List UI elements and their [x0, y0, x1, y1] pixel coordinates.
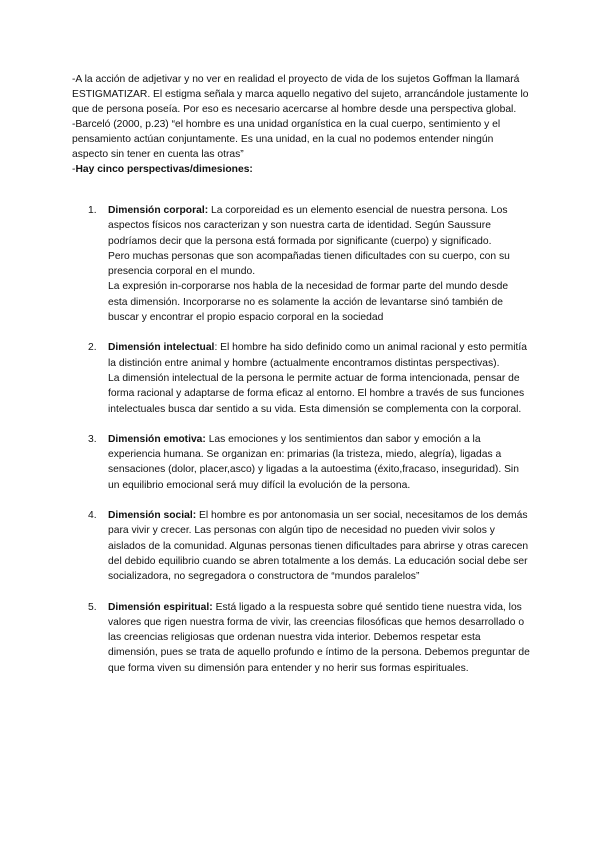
heading-dash: -	[72, 164, 76, 175]
dimension-paragraph	[108, 508, 530, 584]
dimension-text: Las emociones y los sentimientos dan sabor y emoción a la experiencia humana. Se organizan en: primarias (la tristeza, miedo, alegría), ligadas a sensaciones (dolor, placer,asco) y ligadas a la autoestima (éxito,fracaso, inseguridad). Sin un equilibrio emocional será muy difícil la evolución de la persona.	[108, 433, 519, 491]
dimension-title: Dimensión espiritual:	[108, 601, 213, 613]
dimension-paragraph	[108, 203, 530, 249]
dimension-paragraph	[108, 600, 530, 676]
dimension-paragraph	[108, 340, 530, 371]
dimension-text: El hombre es por antonomasia un ser social, necesitamos de los demás para vivir y crecer. Las personas con algún tipo de necesidad no pueden vivir solos y aislados de la comunidad. Algunas personas tienen dificultades para abrirse y otras carecen del debido equilibrio cuando se abren totalmente a los demás. La educación social debe ser socializadora, no segregadora o constructora de “mundos paralelos”	[108, 510, 529, 583]
dimension-extra-paragraph: Pero muchas personas que son acompañadas tienen dificultades con su cuerpo, con su presencia corporal en el mundo.	[108, 250, 510, 278]
dimensions-heading: Hay cinco perspectivas/dimesiones:	[75, 164, 253, 175]
list-item	[72, 508, 530, 584]
list-item	[72, 340, 530, 416]
list-number: 5.	[88, 601, 97, 613]
dimension-text: Está ligado a la respuesta sobre qué sentido tiene nuestra vida, los valores que rigen nuestra forma de vivir, las creencias filosóficas que hemos desarrollado o las creencias religiosas que ordenan nuestra vida interior. Debemos respetar esta dimensión, pues se trata de aquello profundo e íntimo de la persona. Debemos preguntar de que forma viven su dimensión para entender y no herir sus formas espirituales.	[108, 601, 530, 674]
intro-paragraph-goffman: -A la acción de adjetivar y no ver en realidad el proyecto de vida de los sujetos Goffman la llamará ESTIGMATIZAR. El estigma señala y marca aquello negativo del sujeto, arrancándole justamente lo que de persona poseía. Por eso es necesario acercarse al hombre desde una perspectiva global.	[72, 74, 529, 115]
dimension-title: Dimensión emotiva:	[108, 433, 206, 445]
dimension-title: Dimensión corporal:	[108, 205, 209, 216]
dimensions-list	[72, 203, 530, 691]
dimension-extra-paragraph: La expresión in-corporarse nos habla de la necesidad de formar parte del mundo desde esta dimensión. Incorporarse no es solamente la acción de levantarse sinó también de buscar y encontrar el propio espacio corporal en la sociedad	[108, 281, 509, 324]
intro-section	[72, 72, 532, 177]
intro-paragraph-barcelo: -Barceló (2000, p.23) “el hombre es una unidad organística en la cual cuerpo, sentimiento y el pensamiento actúan conjuntamente. Es una unidad, en la cual no podemos entender ningún aspecto sin tener en cuenta las otras”	[72, 119, 501, 160]
list-number: 3.	[88, 433, 97, 445]
dimension-text: La corporeidad es un elemento esencial de nuestra persona. Los aspectos físicos nos caracterizan y son nuestra carta de identidad. Según Saussure podríamos decir que la persona está formada por significante (cuerpo) y significado.	[108, 205, 508, 247]
dimension-title: Dimensión social:	[108, 510, 197, 522]
dimension-extra-paragraph: La dimensión intelectual de la persona le permite actuar de forma intencionada, pensar de forma racional y adaptarse de forma eficaz al entorno. El hombre a través de sus funciones intelectuales busca dar sentido a su vida. Esta dimensión se complementa con la corporal.	[108, 372, 525, 415]
list-item	[72, 203, 530, 325]
dimension-text: : El hombre ha sido definido como un animal racional y esto permitía la distinción entre animal y hombre (actualmente encontramos distintas perspectivas).	[108, 342, 527, 369]
list-item	[72, 432, 530, 493]
dimension-title: Dimensión intelectual	[108, 342, 215, 354]
list-number: 2.	[88, 342, 97, 354]
intro-paragraph-dimensions-heading	[72, 162, 532, 177]
dimension-paragraph	[108, 432, 530, 493]
list-number: 1.	[88, 205, 97, 216]
list-number: 4.	[88, 510, 97, 522]
list-item	[72, 600, 530, 676]
